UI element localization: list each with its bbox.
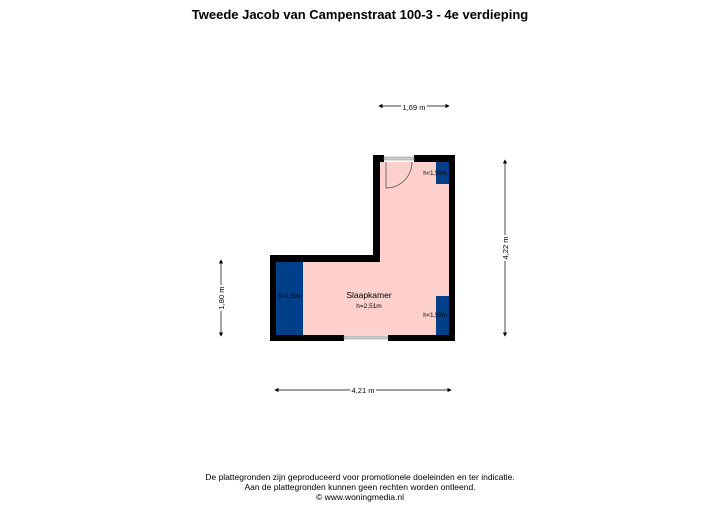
dimension-top: 1,69 m (402, 103, 426, 112)
room-name: Slaapkamer (346, 290, 392, 300)
disclaimer-line-2: Aan de plattegronden kunnen geen rechten worden ontleend. (244, 482, 476, 492)
room-height: h=2,51m (356, 303, 382, 310)
dimension-bottom: 4,21 m (351, 386, 375, 395)
copyright: © www.woningmedia.nl (316, 492, 404, 502)
dimension-left: 1,80 m (217, 286, 226, 310)
page-title: Tweede Jacob van Campenstraat 100-3 - 4e verdieping (191, 7, 529, 22)
disclaimer-line-1: De plattegronden zijn geproduceerd voor promotionele doeleinden en ter indicatie. (205, 472, 515, 482)
storage-label-top-right: h<1,50m (423, 171, 447, 177)
storage-label-left: h<1,50m (278, 294, 302, 300)
dimension-right: 4,22 m (501, 236, 510, 260)
disclaimer (0, 472, 720, 502)
storage-label-bottom-right: h<1,50m (423, 313, 447, 319)
